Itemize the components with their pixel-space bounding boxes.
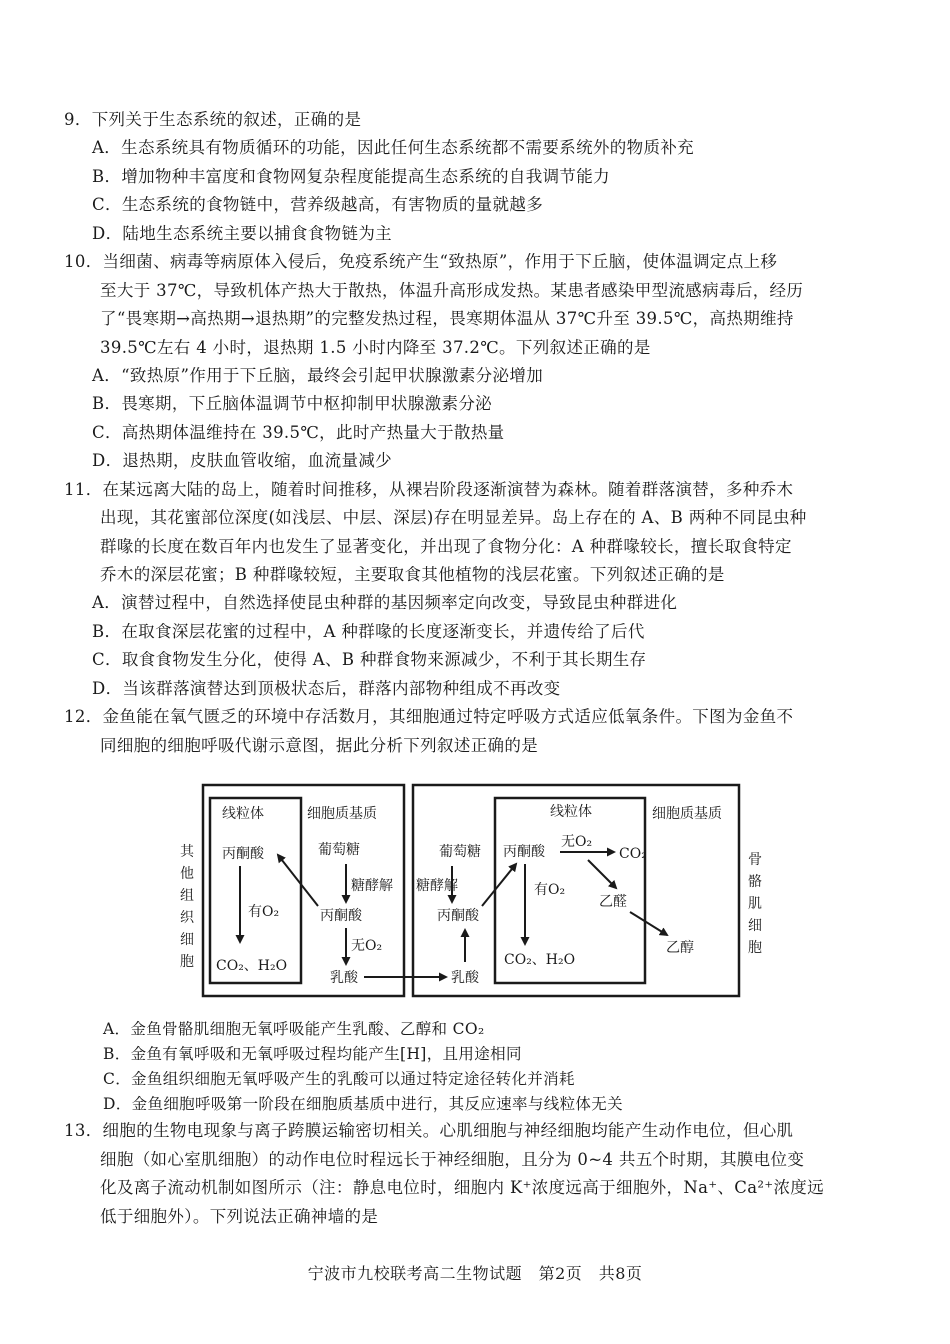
- q9-option-b: B．增加物种丰富度和食物网复杂程度能提高生态系统的自我调节能力: [92, 167, 610, 186]
- cell-respiration-diagram: [170, 780, 780, 1002]
- q12-stem-line1: 12．金鱼能在氧气匮乏的环境中存活数月，其细胞通过特定呼吸方式适应低氧条件。下图为金鱼不: [64, 707, 794, 726]
- left-without-o2-label: 无O₂: [351, 938, 383, 954]
- left-mitochondria-label: 线粒体: [222, 806, 264, 822]
- other-tissue-label-4: 织: [180, 910, 194, 926]
- right-pyruvate-mito: 丙酮酸: [503, 844, 545, 860]
- right-mitochondria-label: 线粒体: [550, 804, 592, 820]
- q11-option-d: D．当该群落演替达到顶极状态后，群落内部物种组成不再改变: [92, 679, 561, 698]
- skeletal-muscle-label-3: 肌: [748, 896, 762, 912]
- right-arrow-to-ethanol: [630, 912, 667, 935]
- q10-stem-line2: 至大于 37℃，导致机体产热大于散热，体温升高形成发热。某患者感染甲型流感病毒后，经历: [100, 281, 804, 300]
- q10-option-a: A．“致热原”作用于下丘脑，最终会引起甲状腺激素分泌增加: [92, 366, 544, 385]
- right-arrow-pyruvate-into-mito: [482, 864, 516, 906]
- q11-option-c: C．取食食物发生分化，使得 A、B 种群食物来源减少，不利于其长期生存: [92, 650, 647, 669]
- q10-option-c: C．高热期体温维持在 39.5℃，此时产热量大于散热量: [92, 423, 505, 442]
- other-tissue-label-3: 组: [180, 888, 194, 904]
- q12-option-c: C．金鱼组织细胞无氧呼吸产生的乳酸可以通过特定途径转化并消耗: [103, 1070, 575, 1088]
- q9-option-c: C．生态系统的食物链中，营养级越高，有害物质的量就越多: [92, 195, 544, 214]
- other-tissue-label-1: 其: [180, 844, 194, 860]
- left-pyruvate-cyto: 丙酮酸: [320, 908, 362, 924]
- skeletal-muscle-label-4: 细: [748, 918, 762, 934]
- q11-option-b: B．在取食深层花蜜的过程中，A 种群喙的长度逐渐变长，并遗传给了后代: [92, 622, 645, 641]
- other-tissue-label-6: 胞: [180, 954, 194, 970]
- q10-stem-line4: 39.5℃左右 4 小时，退热期 1.5 小时内降至 37.2℃。下列叙述正确的是: [100, 338, 651, 357]
- page-footer: 宁波市九校联考高二生物试题 第2页 共8页: [307, 1264, 643, 1283]
- left-co2-h2o: CO₂、H₂O: [216, 958, 288, 974]
- q12-option-a: A．金鱼骨骼肌细胞无氧呼吸能产生乳酸、乙醇和 CO₂: [103, 1020, 485, 1038]
- skeletal-muscle-label-5: 胞: [748, 940, 762, 956]
- q12-option-b: B．金鱼有氧呼吸和无氧呼吸过程均能产生[H]，且用途相同: [103, 1045, 522, 1063]
- q9-stem: 9．下列关于生态系统的叙述，正确的是: [64, 110, 362, 129]
- q12-option-d: D．金鱼细胞呼吸第一阶段在细胞质基质中进行，其反应速率与线粒体无关: [103, 1095, 623, 1113]
- q9-option-a: A．生态系统具有物质循环的功能，因此任何生态系统都不需要系统外的物质补充: [92, 138, 695, 157]
- right-glucose: 葡萄糖: [439, 844, 481, 860]
- q10-option-b: B．畏寒期，下丘脑体温调节中枢抑制甲状腺激素分泌: [92, 394, 493, 413]
- left-lactate: 乳酸: [330, 970, 358, 986]
- other-tissue-label-2: 他: [180, 866, 194, 882]
- right-cytoplasm-label: 细胞质基质: [652, 806, 722, 822]
- q13-stem-line1: 13．细胞的生物电现象与离子跨膜运输密切相关。心肌细胞与神经细胞均能产生动作电位，但心肌: [64, 1121, 794, 1140]
- q11-option-a: A．演替过程中，自然选择使昆虫种群的基因频率定向改变，导致昆虫种群进化: [92, 593, 678, 612]
- right-co2: CO₂: [619, 846, 647, 862]
- right-lactate: 乳酸: [451, 970, 479, 986]
- other-tissue-label-5: 细: [180, 932, 194, 948]
- right-arrow-to-acetaldehyde: [588, 860, 616, 888]
- right-with-o2-label: 有O₂: [534, 882, 566, 898]
- left-cytoplasm-label: 细胞质基质: [307, 806, 377, 822]
- q10-stem-line3: 了“畏寒期→高热期→退热期”的完整发热过程，畏寒期体温从 37℃升至 39.5℃，高热期维持: [100, 309, 794, 328]
- right-acetaldehyde: 乙醛: [599, 894, 627, 910]
- left-arrow-pyruvate-into-mito: [278, 855, 318, 906]
- skeletal-muscle-label-1: 骨: [748, 852, 762, 868]
- q13-stem-line3: 化及离子流动机制如图所示（注：静息电位时，细胞内 K⁺浓度远高于细胞外，Na⁺、Ca²⁺浓度远: [100, 1178, 824, 1197]
- left-glycolysis-label: 糖酵解: [351, 878, 393, 894]
- q12-stem-line2: 同细胞的细胞呼吸代谢示意图，据此分析下列叙述正确的是: [100, 736, 539, 755]
- q11-stem-line3: 群喙的长度在数百年内也发生了显著变化，并出现了食物分化：A 种群喙较长，擅长取食特定: [100, 537, 792, 556]
- left-pyruvate-mito: 丙酮酸: [222, 846, 264, 862]
- q13-stem-line4: 低于细胞外）。下列说法正确神墙的是: [100, 1207, 379, 1226]
- left-mitochondria-box: [210, 798, 301, 983]
- q11-stem-line1: 11．在某远离大陆的岛上，随着时间推移，从裸岩阶段逐渐演替为森林。随着群落演替，多种乔木: [64, 480, 794, 499]
- q9-option-d: D．陆地生态系统主要以捕食食物链为主: [92, 224, 393, 243]
- left-with-o2-label: 有O₂: [248, 904, 280, 920]
- right-ethanol: 乙醇: [666, 940, 694, 956]
- q10-stem-line1: 10．当细菌、病毒等病原体入侵后，免疫系统产生“致热原”，作用于下丘脑，使体温调定点上移: [64, 252, 778, 271]
- right-pyruvate-cyto: 丙酮酸: [437, 908, 479, 924]
- left-glucose: 葡萄糖: [318, 842, 360, 858]
- q10-option-d: D．退热期，皮肤血管收缩，血流量减少: [92, 451, 393, 470]
- skeletal-muscle-label-2: 骼: [748, 874, 762, 890]
- right-glycolysis-label: 糖酵解: [416, 878, 458, 894]
- right-without-o2-label: 无O₂: [561, 834, 593, 850]
- q11-stem-line4: 乔木的深层花蜜；B 种群喙较短，主要取食其他植物的浅层花蜜。下列叙述正确的是: [100, 565, 725, 584]
- q11-stem-line2: 出现，其花蜜部位深度(如浅层、中层、深层)存在明显差异。岛上存在的 A、B 两种不同昆虫种: [100, 508, 807, 527]
- right-co2-h2o: CO₂、H₂O: [504, 952, 576, 968]
- q13-stem-line2: 细胞（如心室肌细胞）的动作电位时程远长于神经细胞，且分为 0~4 共五个时期，其膜电位变: [100, 1150, 805, 1169]
